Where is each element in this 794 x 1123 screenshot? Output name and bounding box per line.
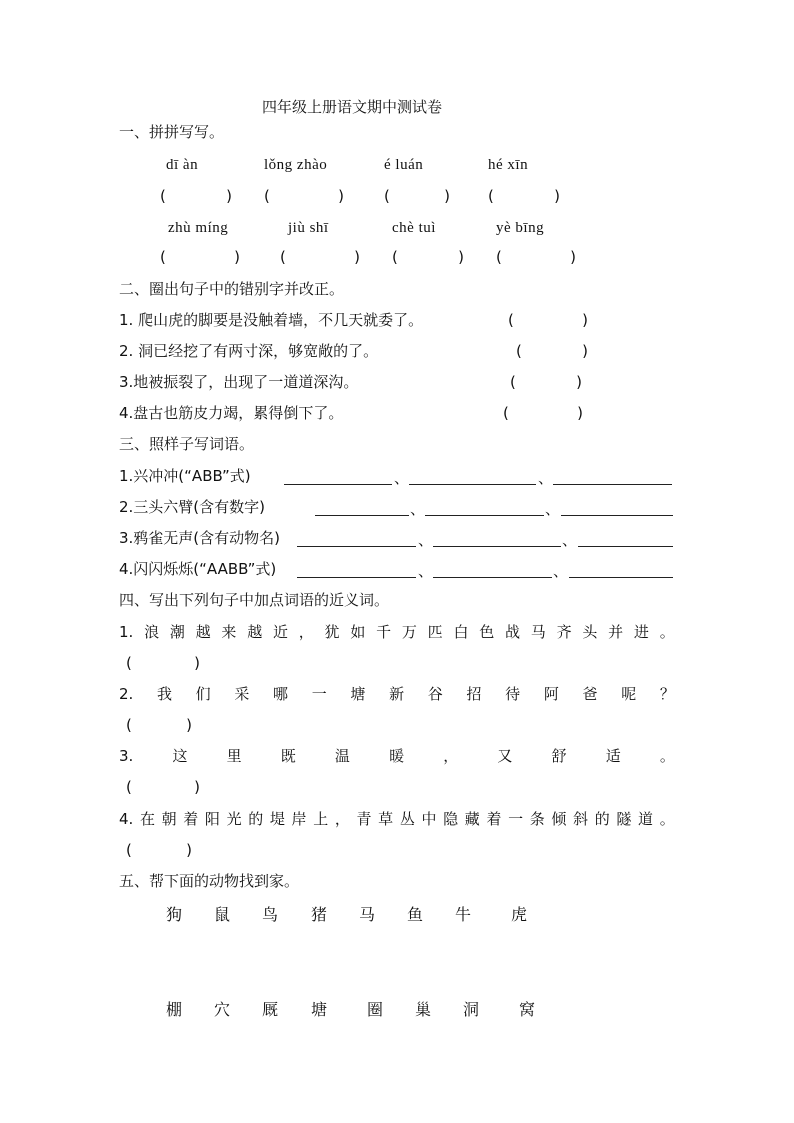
pinyin-item: lǒng zhào — [264, 157, 328, 173]
question-text: 4.盘古也筋皮力竭，累得倒下了。 — [119, 404, 344, 422]
answer-paren[interactable]: ( ) — [384, 187, 450, 205]
answer-blank[interactable] — [315, 515, 409, 516]
answer-paren[interactable]: ( ) — [392, 248, 464, 266]
section-1-heading: 一、拼拼写写。 — [119, 123, 225, 141]
question-text: 3.鸦雀无声(含有动物名) — [119, 529, 281, 547]
answer-paren[interactable]: ( ) — [280, 248, 360, 266]
answer-blank[interactable] — [425, 515, 544, 516]
pinyin-item: hé xīn — [488, 157, 529, 173]
separator: 、 — [418, 562, 434, 580]
home-word[interactable]: 棚 — [166, 1000, 183, 1019]
answer-paren[interactable]: ( ) — [488, 187, 560, 205]
answer-paren[interactable]: ( ) — [126, 841, 192, 859]
question-text: 1.兴冲冲(“ABB”式) — [119, 467, 251, 485]
answer-blank[interactable] — [553, 484, 672, 485]
pinyin-item: chè tuì — [392, 220, 436, 236]
justified-sentence: 4. 在 朝 着 阳 光 的 堤 岸 上 ， 青 草 丛 中 隐 藏 着 一 条 倾 斜 的 隧 道 。 — [119, 810, 675, 828]
pinyin-item: yè bīng — [496, 220, 545, 236]
home-word[interactable]: 洞 — [463, 1000, 480, 1019]
exam-title: 四年级上册语文期中测试卷 — [262, 98, 443, 116]
separator: 、 — [410, 500, 426, 518]
separator: 、 — [553, 562, 569, 580]
answer-blank[interactable] — [297, 546, 416, 547]
separator: 、 — [538, 469, 554, 487]
animal-word[interactable]: 鸟 — [262, 905, 279, 924]
pinyin-item: é luán — [384, 157, 424, 173]
justified-sentence: 1. 浪 潮 越 来 越 近 ， 犹 如 千 万 匹 白 色 战 马 齐 头 并 进 。 — [119, 623, 675, 641]
answer-paren[interactable]: ( ) — [126, 716, 192, 734]
answer-paren[interactable]: ( ) — [503, 404, 583, 422]
justified-sentence: 2. 我 们 采 哪 一 塘 新 谷 招 待 阿 爸 呢 ？ — [119, 685, 675, 703]
separator: 、 — [394, 469, 410, 487]
answer-blank[interactable] — [569, 577, 673, 578]
answer-paren[interactable]: ( ) — [126, 778, 200, 796]
animal-word[interactable]: 猪 — [311, 905, 328, 924]
section-4-heading: 四、写出下列句子中加点词语的近义词。 — [119, 591, 390, 609]
question-text: 4.闪闪烁烁(“AABB”式) — [119, 560, 277, 578]
answer-blank[interactable] — [433, 577, 552, 578]
question-text: 3.地被振裂了，出现了一道道深沟。 — [119, 373, 359, 391]
animal-word[interactable]: 鱼 — [407, 905, 424, 924]
question-text: 1. 爬山虎的脚要是没触着墙，不几天就委了。 — [119, 311, 424, 329]
separator: 、 — [418, 531, 434, 549]
separator: 、 — [562, 531, 578, 549]
pinyin-item: jiù shī — [288, 220, 329, 236]
answer-paren[interactable]: ( ) — [508, 311, 588, 329]
question-text: 2.三头六臂(含有数字) — [119, 498, 266, 516]
separator: 、 — [545, 500, 561, 518]
answer-blank[interactable] — [561, 515, 673, 516]
home-word[interactable]: 圈 — [367, 1000, 384, 1019]
answer-paren[interactable]: ( ) — [516, 342, 588, 360]
answer-blank[interactable] — [297, 577, 416, 578]
section-5-heading: 五、帮下面的动物找到家。 — [119, 872, 300, 890]
home-word[interactable]: 窝 — [519, 1000, 536, 1019]
pinyin-item: dī àn — [166, 157, 199, 173]
pinyin-item: zhù míng — [168, 220, 229, 236]
answer-blank[interactable] — [433, 546, 561, 547]
animal-word[interactable]: 马 — [359, 905, 376, 924]
section-3-heading: 三、照样子写词语。 — [119, 435, 255, 453]
home-word[interactable]: 塘 — [311, 1000, 328, 1019]
answer-paren[interactable]: ( ) — [496, 248, 576, 266]
justified-sentence: 3. 这 里 既 温 暖 ， 又 舒 适 。 — [119, 747, 675, 765]
animal-word[interactable]: 鼠 — [214, 905, 231, 924]
animal-word[interactable]: 虎 — [511, 905, 528, 924]
answer-blank[interactable] — [578, 546, 673, 547]
answer-blank[interactable] — [409, 484, 536, 485]
answer-paren[interactable]: ( ) — [264, 187, 344, 205]
section-2-heading: 二、圈出句子中的错别字并改正。 — [119, 280, 345, 298]
home-word[interactable]: 巢 — [415, 1000, 432, 1019]
question-text: 2. 洞已经挖了有两寸深，够宽敞的了。 — [119, 342, 379, 360]
answer-blank[interactable] — [284, 484, 392, 485]
animal-word[interactable]: 牛 — [455, 905, 472, 924]
answer-paren[interactable]: ( ) — [160, 248, 240, 266]
answer-paren[interactable]: ( ) — [160, 187, 232, 205]
home-word[interactable]: 厩 — [262, 1000, 279, 1019]
answer-paren[interactable]: ( ) — [510, 373, 582, 391]
answer-paren[interactable]: ( ) — [126, 654, 200, 672]
home-word[interactable]: 穴 — [214, 1000, 231, 1019]
animal-word[interactable]: 狗 — [166, 905, 183, 924]
